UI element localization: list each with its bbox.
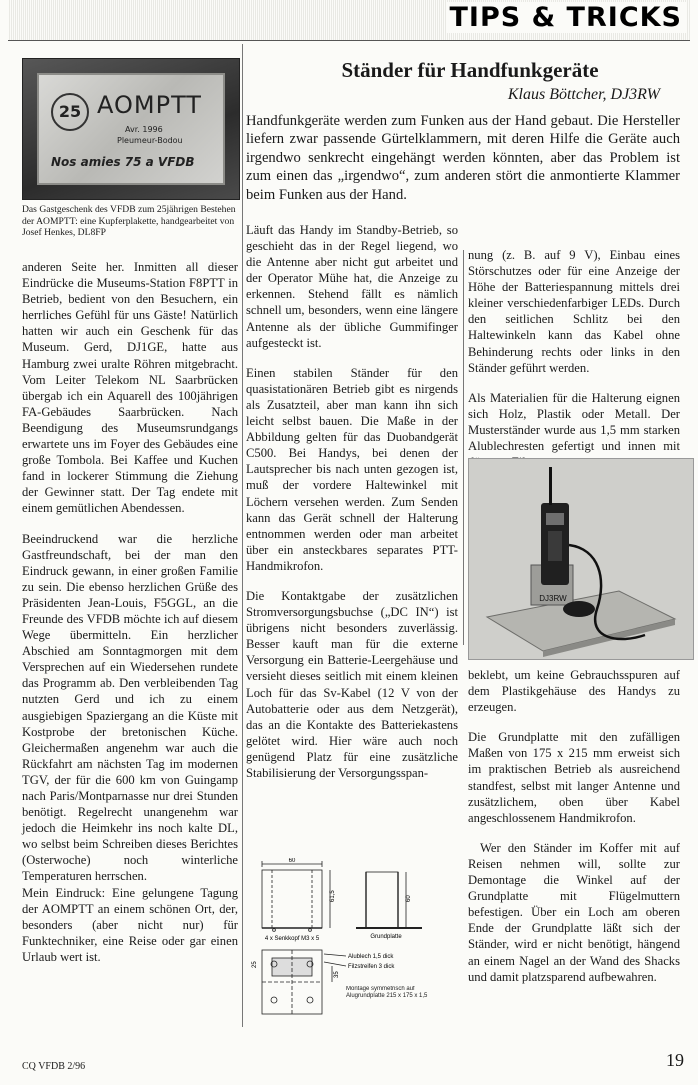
paragraph: nung (z. B. auf 9 V), Einbau eines Störschutzes oder für eine Anzeige der Höhe der Batteriespannung mittels drei kleiner verschiedenfarbiger LEDs. Durch den seitlichen Schlitz bei den Haltewinkeln kann das Kabel ohne Behinderung rechts oder links in den Ständer geführt werden. bbox=[468, 248, 680, 375]
paragraph: Als Materialien für die Halterung eignen sich Holz, Plastik oder Metall. Der Musterständer wurde aus 1,5 mm starken Alublechresten gefertigt und innen mit bbox=[468, 390, 680, 454]
sidebar-column bbox=[22, 259, 238, 979]
screws-label: 4 x Senkkopf M3 x 5 bbox=[264, 936, 320, 942]
baseplate-label: Grundplatte bbox=[370, 934, 402, 940]
photo-label: DJ3RW bbox=[539, 594, 567, 603]
paragraph: Mein Eindruck: Eine gelungene Tagung der AOMPTT an einem schönen Ort, der, besonders (aber nicht nur) für Funktechniker, eine Reise oder gar einen Urlaub wert ist. bbox=[22, 885, 238, 964]
plaque-plate bbox=[37, 73, 225, 185]
paragraph: Die Kontaktgabe der zusätzlichen Stromversorgungsbuchse („DC IN“) ist übrigens nicht besonders zuverlässig. Besser kauft man für die externe Versorgung ein Batterie-Leergehäuse und versieht dieses seitlich mit einem kleinen Loch für das Sv-Kabel (12 V von der Autobatterie oder aus dem Netzgerät), das an die Kontakte des Batteriekastens gelötet wird. Hier wäre auch noch genügend Platz für eine zusätzliche Stabilisierung der Versorgungsspan- bbox=[246, 588, 458, 780]
plaque-line1: Avr. 1996 bbox=[125, 125, 163, 134]
paragraph: Wer den Ständer im Koffer mit auf Reisen nehmen will, sollte zur Demontage die Winkel auf der Grundplatte mit Flügelmuttern befestigen. Über ein Loch am oberen Ende der Grundplatte läßt sich der Ständer, wird er nicht benötigt, hängend an einem Nagel an der Wand des Shacks und damit platzsparend aufbewahren. bbox=[468, 840, 680, 984]
plaque-line3: Nos amies 75 a VFDB bbox=[51, 155, 195, 169]
plaque-photo bbox=[22, 58, 240, 200]
dim-width: 60 bbox=[288, 858, 296, 864]
paragraph: beklebt, um keine Gebrauchsspuren auf dem Plastikgehäuse des Handys zu erzeugen. bbox=[468, 668, 680, 715]
article-title: Ständer für Handfunkgeräte bbox=[341, 58, 599, 82]
article-lead: Handfunkgeräte werden zum Funken aus der Hand gebaut. Die Hersteller liefern zwar passende Gürtelklammern, mit deren Hilfe die Geräte auch irgendwo senkrecht eingehängt werden könnten, aber das Problem ist zum einen das „irgendwo“, zum anderen stört die anmontierte Klammer beim Funken aus der Hand. bbox=[246, 113, 680, 203]
column-rule bbox=[242, 44, 243, 1027]
dim-25: 25 bbox=[252, 961, 258, 968]
plaque-caption: Das Gastgeschenk des VFDB zum 25jährigen Bestehen der AOMPTT: eine Kupferplakette, handgearbeitet von Josef Henkes, DL8FP bbox=[22, 204, 236, 238]
filz-label: Filzstreifen 3 dick bbox=[348, 964, 395, 970]
dim-height-right: 60 bbox=[406, 895, 412, 902]
footer-publication: CQ VFDB 2/96 bbox=[22, 1061, 86, 1072]
page-number: 19 bbox=[666, 1050, 684, 1070]
article-column-3-top bbox=[468, 247, 680, 484]
montage-label: Montage symmetrisch auf Alugrundplatte 215 x 175 x 1,5 bbox=[346, 986, 428, 999]
section-title: TIPS & TRICKS bbox=[446, 2, 686, 33]
paragraph: Läuft das Handy im Standby-Betrieb, so geschieht das in der Regel liegend, wo die Antenne aber nicht gut arbeitet und der Operator Mühe hat, die Anzeige zu erkennen. Stehend fällt es nämlich schnell um, besonders, wenn eine längere Antenne als der übliche Gummifinger aufgesteckt ist. bbox=[246, 223, 458, 350]
dim-35: 35 bbox=[334, 971, 340, 978]
plaque-name: AOMPTT bbox=[97, 91, 202, 119]
stand-technical-drawing bbox=[246, 858, 458, 1016]
montage-label-wrap bbox=[346, 986, 438, 1016]
plaque-number: 25 bbox=[51, 93, 89, 131]
stand-photo-drawing bbox=[469, 459, 693, 659]
paragraph: Die Grundplatte mit den zufälligen Maßen von 175 x 215 mm erweist sich im praktischen Betrieb als ausreichend standfest, selbst mit langer Antenne und zusätzlichem, oben über Kabel angeschlossenem Handmikrofon. bbox=[468, 730, 680, 825]
dim-height-left: 61,5 bbox=[330, 890, 336, 902]
paragraph: Beeindruckend war die herzliche Gastfreundschaft, bei der man den Eindruck gewann, in einer großen Familie zu sein. Die ebenso herzlichen Grüße des Präsidenten Jean-Louis, F5GGL, an die Freunde des VFDB möchte ich auf diesem Wege übermitteln. Ein herzlicher Abschied am Sonntagmorgen mit dem Versprechen auf ein Wiedersehen rundete das Programm ab. Den verbleibenden Tag nutzten Gerd und ich zu einem ausgiebigen Spaziergang an die Küste mit Kostprobe der bretonischen Küche. Gleichermaßen angenehm war auch die Rückfahrt am nächsten Tag im modernen TGV, der für die 600 km von Guingamp nach Paris/Montparnasse nur drei Stunden benötigt. Regelrecht unangenehm war jedoch die Heimkehr ins noch kalte DL, wo selbst beim Schreiben dieses Berichtes (Osterwoche) noch winterliche Temperaturen herrschen. bbox=[22, 531, 238, 884]
stand-photo bbox=[468, 458, 694, 660]
article-author: Klaus Böttcher, DJ3RW bbox=[507, 86, 660, 103]
plaque-line2: Pleumeur-Bodou bbox=[117, 136, 183, 145]
paragraph: anderen Seite her. Inmitten all dieser Eindrücke die Museums-Station F8PTT in Betrieb, bedient von den Besuchern, ein herrliches Gefühl für uns Gäste! Natürlich hatten wir auch ein Geschenk für das Museum. Gerd, DJ1GE, hatte aus Hamburg zwei uralte Röhren mitgebracht. Vom Leiter Telekom NL Saarbrücken übergab ich ein Aquarell des 100jährigen FA-Gebäudes Saarbrücken. Nach Beendigung des Museumsrundgangs erwartete uns im Foyer des Gebäudes eine große Tombola. Bei Kaffee und Kuchen fand in lockerer Stimmung die Ziehung der Gewinner statt. Der Tag endete mit einem gemütlichen Abendessen. bbox=[22, 260, 238, 516]
paragraph: Einen stabilen Ständer für den quasistationären Betrieb gibt es nirgends als Zusatzteil, aber man kann ihn sich leicht selbst bauen. Die Maße in der Abbildung gelten für das Duobandgerät C500. Bei Handys, bei denen der Lautsprecher bis nach unten gezogen ist, muß der vordere Haltewinkel mit Löchern versehen werden. Zum Senden kann das Gerät schnell der Halterung entnommen werden oder man arbeitet über ein ansteckbares separates PTT-Handmikrofon. bbox=[246, 365, 458, 573]
alublech-label: Alublech 1,5 dick bbox=[348, 954, 394, 960]
article-column-3-bottom bbox=[468, 667, 680, 999]
article-column-2 bbox=[246, 222, 458, 795]
column-rule bbox=[463, 250, 464, 645]
